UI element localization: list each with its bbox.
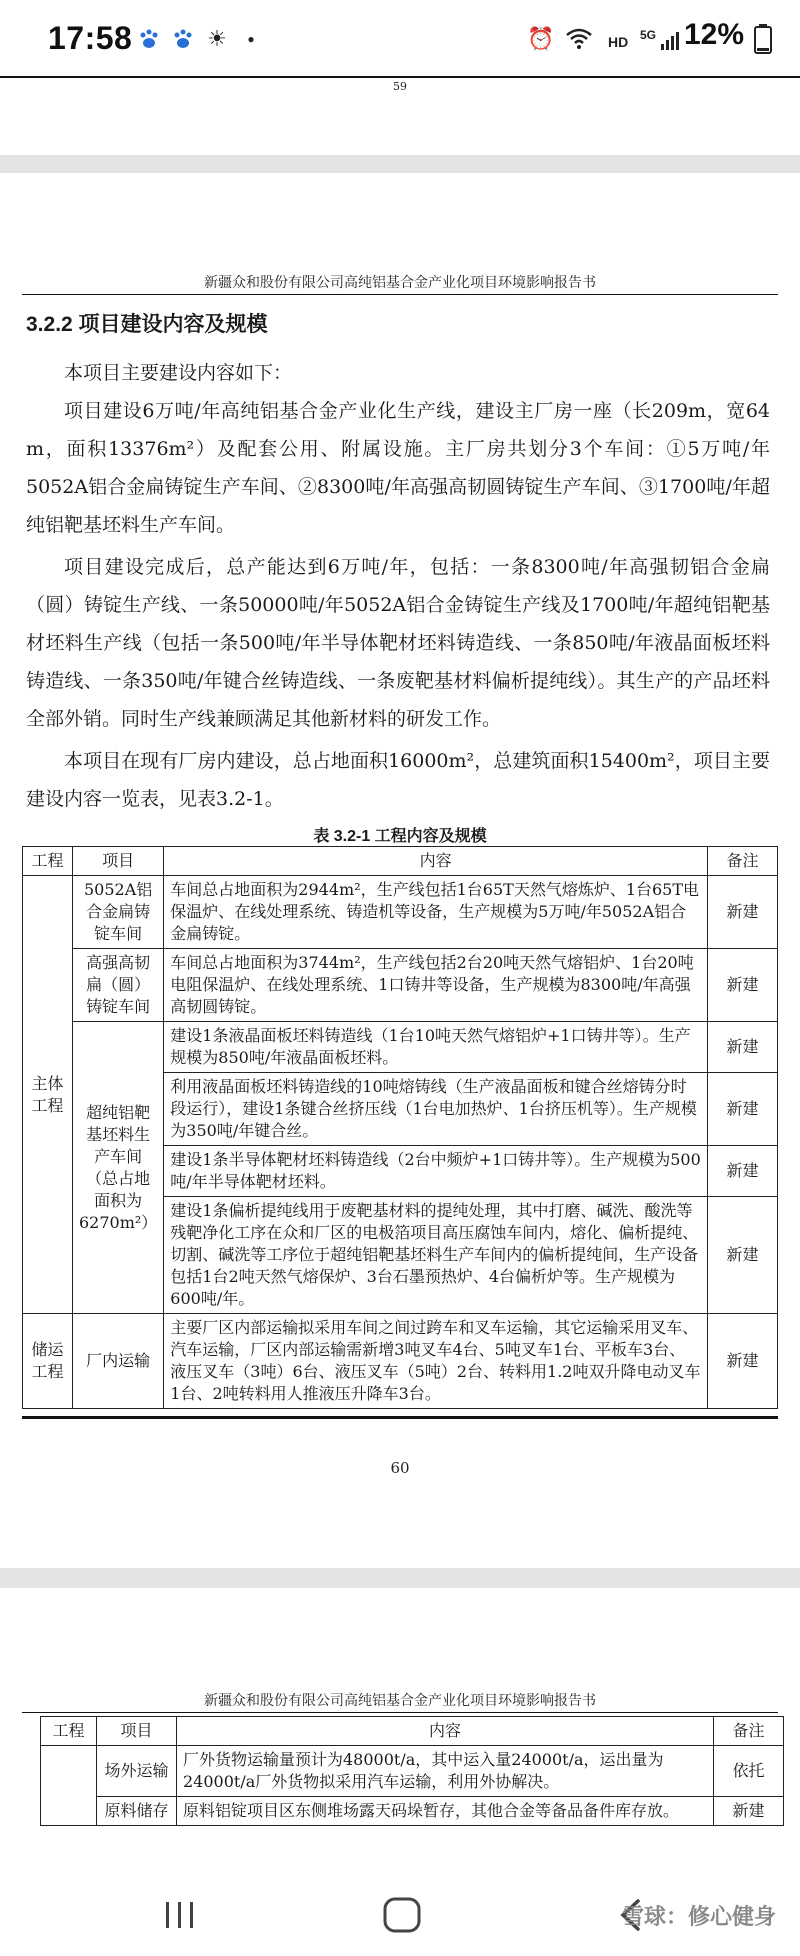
note-cell: 新建: [708, 1073, 778, 1146]
th-engineering: 工程: [41, 1717, 97, 1746]
content-cell: 原料铝锭项目区东侧堆场露天码垛暂存，其他合金等备品备件库存放。: [177, 1797, 714, 1826]
th-note: 备注: [714, 1717, 784, 1746]
home-button[interactable]: [372, 1890, 432, 1940]
header-rule-next: [22, 1712, 778, 1713]
battery-icon: [754, 24, 772, 59]
table-row: [23, 876, 778, 949]
page-separator: [0, 155, 800, 173]
content-cell: 建设1条液晶面板坯料铸造线（1台10吨天然气熔铝炉+1口铸井等）。生产规模为850吨/年液晶面板坯料。: [164, 1022, 708, 1073]
group-storage-cell: 储运工程: [23, 1314, 73, 1409]
note-cell: 新建: [708, 949, 778, 1022]
page-top-border: [0, 76, 800, 78]
note-cell: 新建: [708, 1022, 778, 1073]
hd-label: HD: [608, 34, 629, 50]
project-table: [22, 846, 778, 1409]
watermark: 雪球：修心健身: [621, 1905, 776, 1930]
table-row: [41, 1797, 784, 1826]
table-row: [23, 949, 778, 1022]
th-content: 内容: [177, 1717, 714, 1746]
content-cell: 主要厂区内部运输拟采用车间之间过跨车和叉车运输，其它运输采用叉车、汽车运输，厂区内部运输需新增3吨叉车4台、5吨叉车1台、平板车3台、液压叉车（3吨）6台、液压叉车（5吨）2台、转料用1.2吨双升降电动叉车1台、2吨转料用人推液压升降车3台。: [164, 1314, 708, 1409]
group-cell-empty: [41, 1746, 97, 1826]
note-cell: 新建: [708, 1314, 778, 1409]
th-item: 项目: [73, 847, 164, 876]
status-bar: [0, 0, 800, 78]
page-number-60: 60: [390, 1459, 410, 1477]
content-cell: 利用液晶面板坯料铸造线的10吨熔铸线（生产液晶面板和键合丝熔铸分时段运行），建设1条键合丝挤压线（1台电加热炉、1台挤压机等）。生产规模为350吨/年键合丝。: [164, 1073, 708, 1146]
recent-apps-button[interactable]: [150, 1890, 210, 1940]
th-engineering: 工程: [23, 847, 73, 876]
paw-notification-icon: [136, 26, 162, 52]
signal-icon: [660, 30, 682, 55]
note-cell: 新建: [708, 1146, 778, 1197]
item-cell: 厂内运输: [73, 1314, 164, 1409]
item-cell: 场外运输: [97, 1746, 177, 1797]
table-row: [41, 1746, 784, 1797]
table-header-row: [23, 847, 778, 876]
battery-percent: 12%: [683, 18, 744, 51]
paragraph-2: 项目建设6万吨/年高纯铝基合金产业化生产线，建设主厂房一座（长209m，宽64 m，面积13376m²）及配套公用、附属设施。主厂房共划分3个车间：①5万吨/年5052A铝合金扁铸锭生产车间、②8300吨/年高强高韧圆铸锭生产车间、③1700吨/年超纯铝靶基坯料生产车间。: [26, 400, 770, 536]
running-header-next: 新疆众和股份有限公司高纯铝基合金产业化项目环境影响报告书: [204, 1693, 596, 1709]
content-cell: 建设1条半导体靶材坯料铸造线（2台中频炉+1口铸井等）。生产规模为500吨/年半导体靶材坯料。: [164, 1146, 708, 1197]
alarm-icon: ⏰: [527, 26, 555, 51]
note-cell: 新建: [708, 1197, 778, 1314]
note-cell: 新建: [714, 1797, 784, 1826]
table-row: [23, 1314, 778, 1409]
th-note: 备注: [708, 847, 778, 876]
brightness-icon: ☀: [207, 26, 227, 51]
table-caption: 表 3.2-1 工程内容及规模: [313, 828, 487, 845]
page-number-59: 59: [393, 80, 407, 93]
header-rule: [22, 294, 778, 295]
status-time: 17:58: [48, 20, 133, 56]
item-cell: 原料储存: [97, 1797, 177, 1826]
th-item: 项目: [97, 1717, 177, 1746]
section-title: 3.2.2 项目建设内容及规模: [26, 313, 268, 336]
footer-rule: [22, 1416, 778, 1419]
item-cell: 高强高韧扁（圆）铸锭车间: [73, 949, 164, 1022]
content-cell: 车间总占地面积为2944m²，生产线包括1台65T天然气熔炼炉、1台65T电保温炉、在线处理系统、铸造机等设备，生产规模为5万吨/年5052A铝合金扁铸锭。: [164, 876, 708, 949]
paragraph-4: 本项目在现有厂房内建设，总占地面积16000m²，总建筑面积15400m²，项目主要建设内容一览表，见表3.2-1。: [26, 750, 770, 810]
5g-label: 5G: [640, 28, 657, 42]
more-dot-icon: ●: [247, 32, 255, 46]
content-cell: 车间总占地面积为3744m²，生产线包括2台20吨天然气熔铝炉、1台20吨电阻保温炉、在线处理系统、1口铸井等设备，生产规模为8300吨/年高强高韧圆铸锭。: [164, 949, 708, 1022]
wifi-icon: [566, 26, 592, 52]
th-content: 内容: [164, 847, 708, 876]
table-row: [23, 1022, 778, 1073]
note-cell: 新建: [708, 876, 778, 949]
group-main-cell: 主体工程: [23, 876, 73, 1314]
paragraph-1: 本项目主要建设内容如下：: [64, 362, 293, 384]
item-cell: 5052A铝合金扁铸锭车间: [73, 876, 164, 949]
table-header-row: [41, 1717, 784, 1746]
running-header: 新疆众和股份有限公司高纯铝基合金产业化项目环境影响报告书: [204, 275, 596, 291]
content-cell: 建设1条偏析提纯线用于废靶基材料的提纯处理，其中打磨、碱洗、酸洗等残靶净化工序在众和厂区的电极箔项目高压腐蚀车间内，熔化、偏析提纯、切割、碱洗等工序位于超纯铝靶基坯料生产车间内的偏析提纯间，生产设备包括1台2吨天然气熔保炉、3台石墨预热炉、4台偏析炉等。生产规模为600吨/年。: [164, 1197, 708, 1314]
content-cell: 厂外货物运输量预计为48000t/a，其中运入量24000t/a，运出量为24000t/a厂外货物拟采用汽车运输，利用外协解决。: [177, 1746, 714, 1797]
project-table-continued: [40, 1716, 784, 1826]
item-cell: 超纯铝靶基坯料生产车间（总占地面积为6270m²）: [73, 1022, 164, 1314]
paw-notification-icon-2: [170, 26, 196, 52]
note-cell: 依托: [714, 1746, 784, 1797]
paragraph-3: 项目建设完成后，总产能达到6万吨/年，包括：一条8300吨/年高强韧铝合金扁（圆）铸锭生产线、一条50000吨/年5052A铝合金铸锭生产线及1700吨/年超纯铝靶基材坯料生产线（包括一条500吨/年半导体靶材坯料铸造线、一条850吨/年液晶面板坯料铸造线、一条350吨/年键合丝铸造线、一条废靶基材料偏析提纯线）。其生产的产品坯料全部外销。同时生产线兼顾满足其他新材料的研发工作。: [26, 556, 770, 730]
page-separator-2: [0, 1568, 800, 1588]
